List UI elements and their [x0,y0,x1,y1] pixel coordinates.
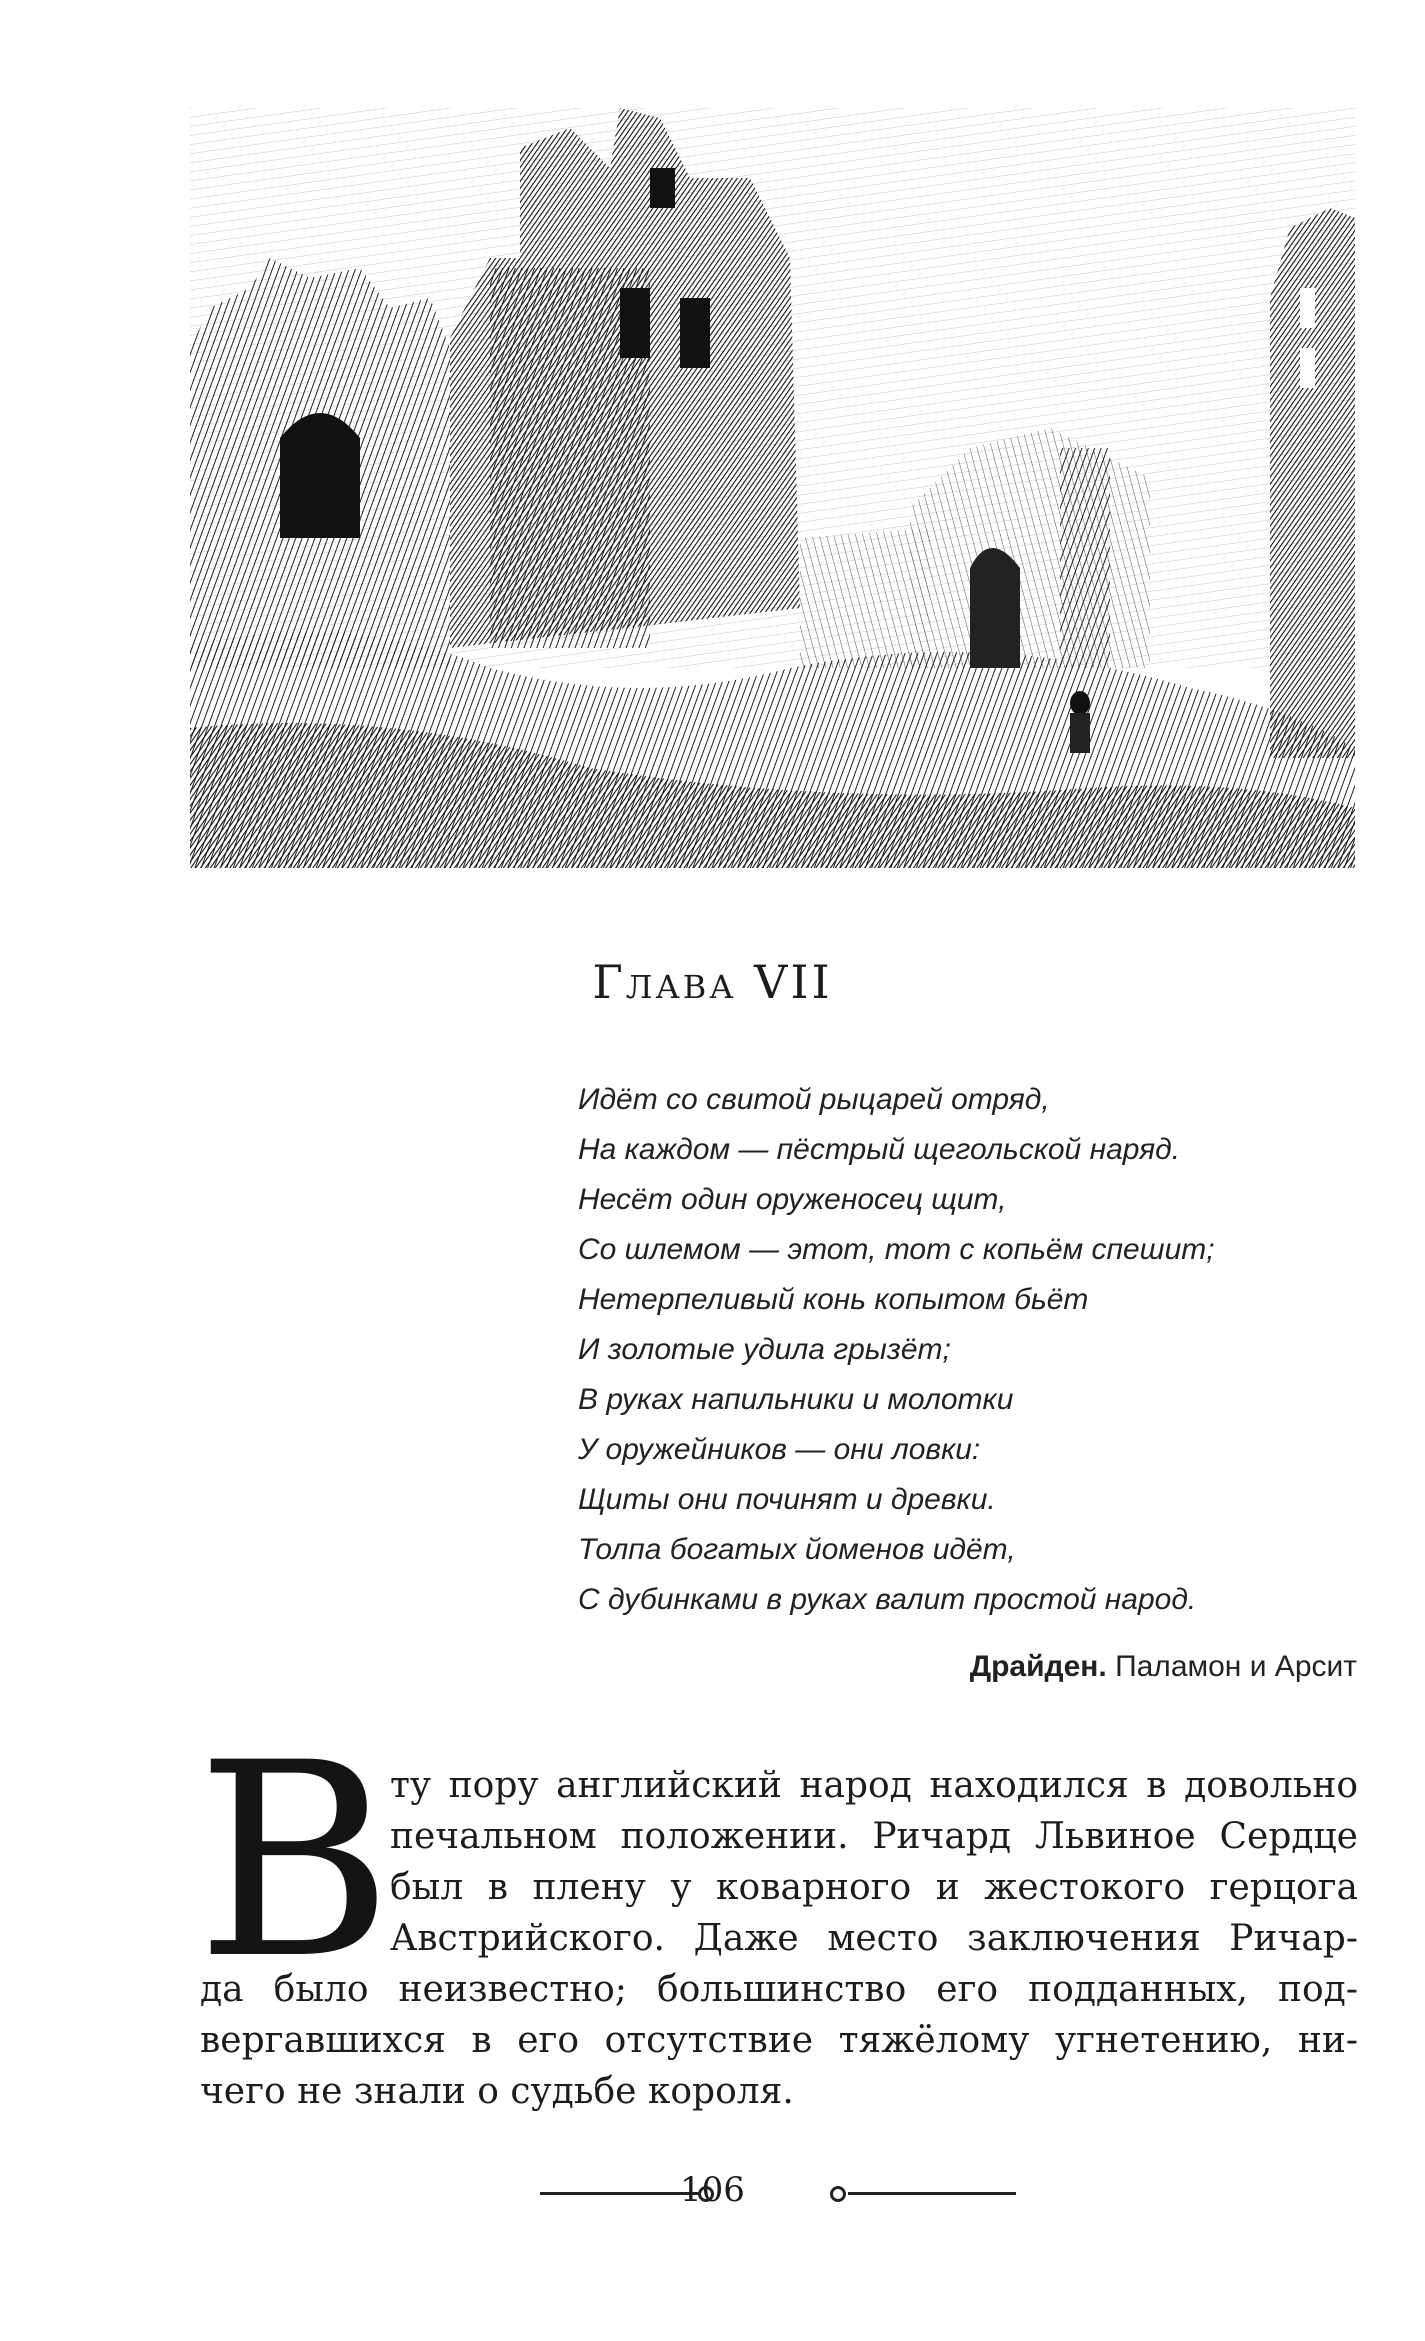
epigraph-line: На каждом — пёстрый щегольской наряд. [578,1133,1181,1166]
body-line: да было неизвестно; большинство его подданных, под- [200,1969,1358,2010]
epigraph-line: И золотые удила грызёт; [578,1333,951,1366]
epigraph [578,1075,1358,1625]
page-number: 106 [680,2170,745,2210]
footer-rule-right [848,2192,1016,2195]
page-footer [0,2170,1425,2220]
attribution-author: Драйден. [969,1650,1107,1683]
epigraph-line: Идёт со свитой рыцарей отряд, [578,1083,1050,1116]
body-line: ту пору английский народ находился в довольно [390,1765,1358,1806]
drop-cap: В [196,1706,393,2018]
attribution-work: Паламон и Арсит [1115,1650,1357,1683]
epigraph-line: Несёт один оруженосец щит, [578,1183,1007,1216]
body-line: чего не знали о судьбе короля. [200,2071,794,2112]
epigraph-line: Нетерпеливый конь копытом бьёт [578,1283,1089,1316]
epigraph-line: Толпа богатых йоменов идёт, [578,1533,1016,1566]
body-paragraph [200,1760,1358,2117]
epigraph-line: В руках напильники и молотки [578,1383,1014,1416]
body-line: Австрийского. Даже место заключения Ричар- [390,1918,1358,1959]
epigraph-line: Щиты они починят и древки. [578,1483,996,1516]
epigraph-attribution [970,1650,1357,1684]
chapter-title: Глава VII [592,955,833,1009]
body-line: печальном положении. Ричард Львиное Сердце [390,1816,1358,1857]
castle-ruins-engraving-icon [190,108,1355,868]
body-line: был в плену у коварного и жестокого герцога [390,1867,1358,1908]
epigraph-line: Со шлемом — этот, тот с копьём спешит; [578,1233,1215,1266]
body-line: вергавшихся в его отсутствие тяжёлому угнетению, ни- [200,2020,1358,2061]
epigraph-line: У оружейников — они ловки: [578,1433,981,1466]
footer-ornament-right [830,2186,846,2202]
epigraph-line: С дубинками в руках валит простой народ. [578,1583,1197,1616]
